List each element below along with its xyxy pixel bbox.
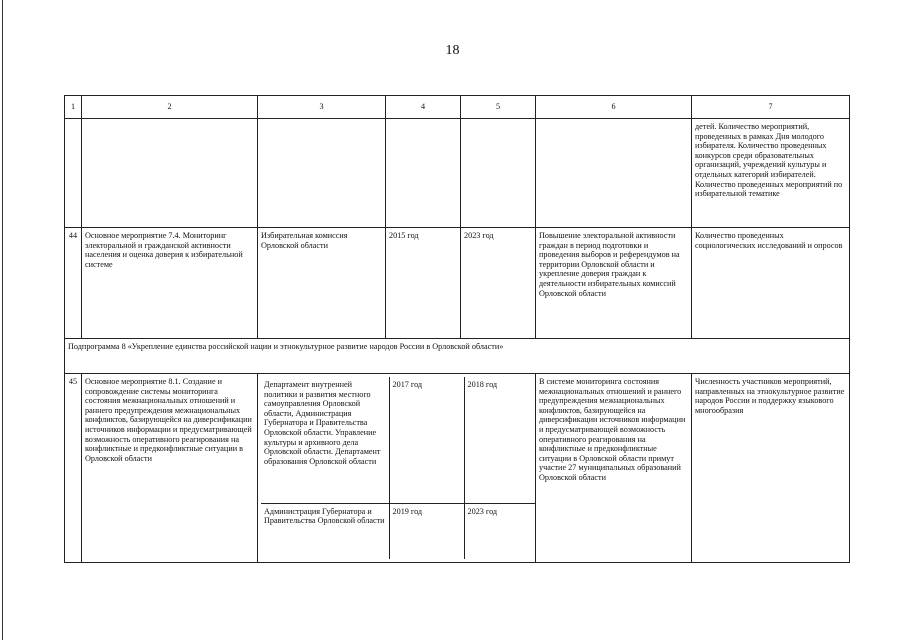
event-cell: Основное мероприятие 7.4. Мониторинг электоральной и гражданской активности населения и оценка доверия к избирательной системе [82,228,258,339]
header-cell-7: 7 [692,96,850,119]
end-year-cell: 2023 год [464,503,536,559]
start-year-cell: 2017 год [389,377,464,503]
executor-cell: Департамент внутренней политики и развития местного самоуправления Орловской области, Администрация Губернатора и Правительства Орловской области. Управление культуры и архивного дела Орловской области. Департамент образования Орловской области [261,377,389,503]
executor-subrow-b [261,503,536,559]
header-cell-1: 1 [65,96,82,119]
cont-cell-5 [461,119,536,228]
header-cell-6: 6 [536,96,692,119]
start-year-cell: 2019 год [389,503,464,559]
executor-cell: Администрация Губернатора и Правительства Орловской области [261,503,389,559]
end-year-cell: 2023 год [461,228,536,339]
end-year-cell: 2018 год [467,380,498,389]
table-row-45 [65,374,850,563]
program-table [64,95,850,563]
executor-cell: Избирательная комиссия Орловской области [258,228,386,339]
header-cell-2: 2 [82,96,258,119]
table-row-continuation [65,119,850,228]
subprogram-row [65,339,850,374]
executor-period-subtable [261,377,536,559]
binding-edge-line [2,0,3,640]
cont-indicator-cell: детей. Количество мероприятий, проведенных в рамках Дня молодого избирателя. Количество проведенных конкурсов среди образовательных организаций, учреждений культуры и отдельных категорий избирателей. Количество проведенных мероприятий по избирательной тематике [692,119,850,228]
header-cell-4: 4 [386,96,461,119]
executor-subrow-a [261,377,536,503]
cont-cell-6 [536,119,692,228]
table-header-row [65,96,850,119]
page-number: 18 [445,43,460,58]
header-cell-5: 5 [461,96,536,119]
subprogram-title: Подпрограмма 8 «Укрепление единства российской нации и этнокультурное развитие народов России в Орловской области» [65,339,850,374]
executor-period-group [258,374,536,563]
cont-cell-3 [258,119,386,228]
header-cell-3: 3 [258,96,386,119]
cont-cell-4 [386,119,461,228]
indicator-cell: Численность участников мероприятий, направленных на этнокультурное развитие народов России и поддержку языкового многообразия [692,374,850,563]
table-row-44 [65,228,850,339]
cont-cell-1 [65,119,82,228]
event-cell: Основное мероприятие 8.1. Создание и сопровождение системы мониторинга состояния межнациональных отношений и раннего предупреждения межнациональных конфликтов, базирующейся на диверсификации источников информации и предусматривающей возможность оперативного реагирования на конфликтные и предконфликтные ситуации в Орловской области [82,374,258,563]
result-cell: В системе мониторинга состояния межнациональных отношений и раннего предупреждения межнациональных конфликтов, базирующейся на диверсификации источников информации и предусматривающей возможность оперативного реагирования на конфликтные и предконфликтные ситуации в Орловской области примут участие 27 муниципальных образований Орловской области [536,374,692,563]
indicator-cell: Количество проведенных социологических исследований и опросов [692,228,850,339]
row-number: 45 [65,374,82,563]
cont-cell-2 [82,119,258,228]
result-cell: Повышение электоральной активности граждан в период подготовки и проведения выборов и референдумов на территории Орловской области и укрепление доверия граждан к деятельности избирательных комиссий Орловской области [536,228,692,339]
start-year-cell: 2015 год [386,228,461,339]
row-number: 44 [65,228,82,339]
